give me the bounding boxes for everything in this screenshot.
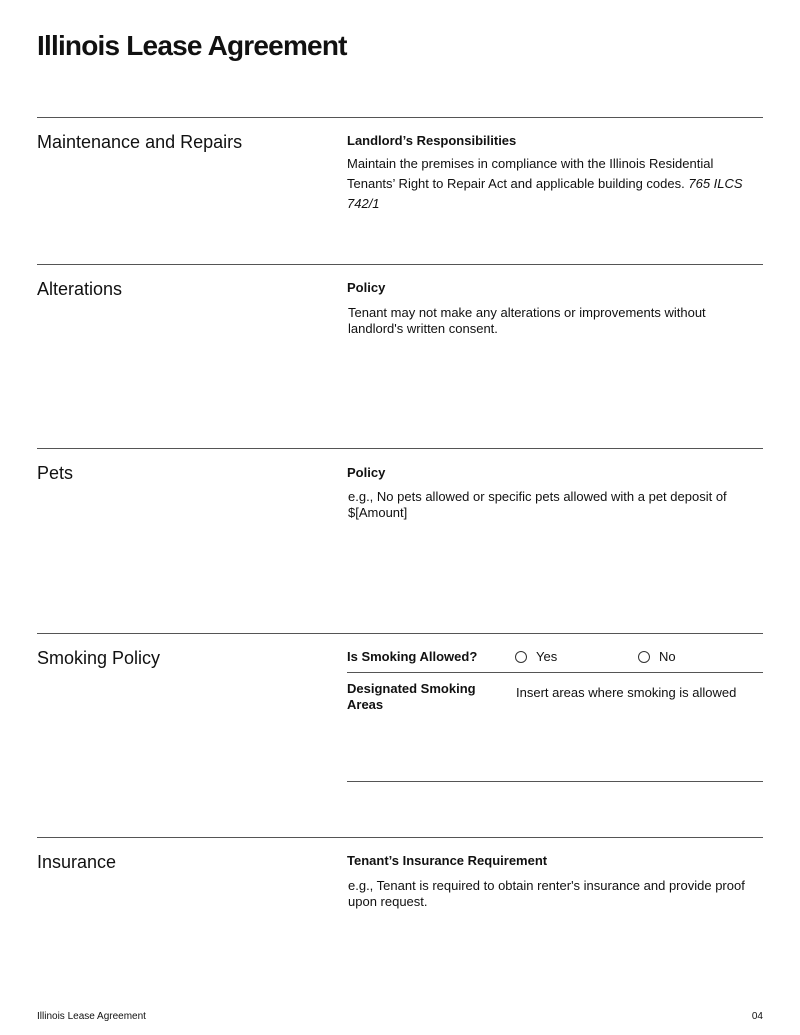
divider (37, 264, 763, 265)
smoking-allowed-label: Is Smoking Allowed? (347, 649, 478, 664)
pets-policy-label: Policy (347, 465, 386, 480)
radio-circle-icon (638, 651, 650, 663)
insurance-requirement-label: Tenant’s Insurance Requirement (347, 853, 548, 868)
alterations-policy-field[interactable]: Tenant may not make any alterations or improvements without landlord's written consent. (348, 305, 706, 336)
smoking-yes-radio[interactable] (515, 649, 557, 664)
divider (37, 448, 763, 449)
no-label: No (659, 649, 676, 664)
page-number: 04 (751, 1011, 763, 1022)
designated-areas-field[interactable]: Insert areas where smoking is allowed (516, 685, 737, 700)
insurance-requirement-field[interactable]: e.g., Tenant is required to obtain renter's insurance and provide proof upon request. (348, 878, 745, 909)
maintenance-text (347, 154, 762, 214)
pets-policy-field[interactable]: e.g., No pets allowed or specific pets allowed with a pet deposit of $[Amount] (348, 489, 727, 520)
yes-label: Yes (536, 649, 558, 664)
divider (347, 672, 763, 673)
divider (37, 633, 763, 634)
radio-circle-icon (515, 651, 527, 663)
divider (347, 781, 763, 782)
section-title-smoking: Smoking Policy (37, 648, 161, 668)
section-title-insurance: Insurance (37, 852, 117, 872)
section-title-maintenance: Maintenance and Repairs (37, 132, 243, 152)
designated-areas-label: Designated Smoking Areas (347, 681, 476, 712)
divider (37, 837, 763, 838)
page-title: Illinois Lease Agreement (37, 30, 347, 61)
maintenance-citation: 765 ILCS 742/1 (347, 176, 743, 211)
section-title-pets: Pets (37, 463, 74, 483)
alterations-policy-label: Policy (347, 280, 386, 295)
divider (37, 117, 763, 118)
section-title-alterations: Alterations (37, 279, 123, 299)
landlord-responsibilities-label: Landlord’s Responsibilities (347, 133, 517, 148)
maintenance-body: Maintain the premises in compliance with the Illinois Residential Tenants’ Right to Repair Act and applicable building codes. (347, 156, 714, 191)
smoking-no-radio[interactable] (638, 649, 676, 664)
footer-title: Illinois Lease Agreement (37, 1011, 146, 1022)
